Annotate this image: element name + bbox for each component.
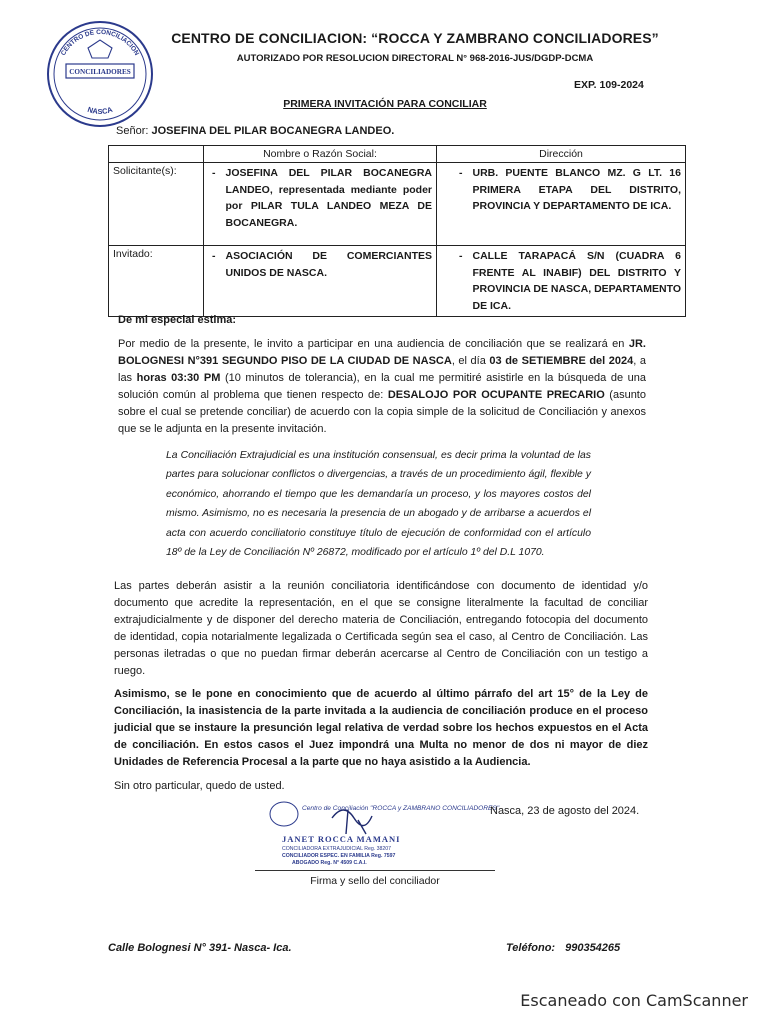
signature-caption: Firma y sello del conciliador xyxy=(310,875,440,887)
applicant-address: URB. PUENTE BLANCO MZ. G LT. 16 PRIMERA ETAPA DEL DISTRITO, PROVINCIA Y DEPARTAMENTO DE ICA. xyxy=(472,167,681,212)
paragraph-warning: Asimismo, se le pone en conocimiento que de acuerdo al último párrafo del art 15° de la Ley de Conciliación, la inasistencia de la parte invitada a la audiencia de conciliación produce en el proceso judicial que se instaure la presunción legal relativa de verdad sobre los hechos expuestos en el Acta de conciliación. En estos casos el Juez impondrá una Multa no menor de dos ni mayor de diez Unidades de Referencia Procesal a la parte que no haya asistido a la Audiencia. xyxy=(114,688,648,768)
legal-quote: La Conciliación Extrajudicial es una institución consensual, es decir prima la voluntad de las partes para solucionar conflictos o divergencias, a través de un procedimiento ágil, flexible y económico, ahorrando el tiempo que les demandaría un proceso, y los mayores costos del mismo. Asimismo, no es necesaria la presencia de un abogado y de arribarse a acuerdos el acta con acuerdo conciliatorio constituye título de ejecución de conformidad con el artículo 18º de la Ley de Conciliación Nº 26872, modificado por el artículo 1º del D.L 1070. xyxy=(166,450,591,559)
paragraph-requirements: Las partes deberán asistir a la reunión conciliatoria identificándose con documento de identidad y/o documento que acredite la representación, en el que se consigne literalmente la facultad de conciliar extrajudicialmente y de disponer del derecho materia de Conciliación, entregando fotocopia del documento de identidad, copia notarialmente legalizada o Certificada según sea el caso, al Centro de Conciliación. Las personas iletradas o que no puedan firmar deberán acercarse al Centro de Conciliación con un testigo a ruego. xyxy=(114,580,648,677)
header-cell-role xyxy=(109,146,204,163)
institution-seal xyxy=(44,18,156,130)
header-cell-address: Dirección xyxy=(437,146,686,163)
invitee-address: CALLE TARAPACÁ S/N (CUADRA 6 FRENTE AL INABIF) DEL DISTRITO Y PROVINCIA DE NASCA, DEPARTAMENTO DE ICA. xyxy=(472,250,681,312)
place-date: Nasca, 23 de agosto del 2024. xyxy=(490,805,640,817)
seal-center-text: CONCILIADORES xyxy=(69,68,131,76)
scanner-watermark: Escaneado con CamScanner xyxy=(520,991,748,1010)
bullet-dash: - xyxy=(459,250,463,262)
bullet-dash: - xyxy=(212,250,216,262)
file-number: EXP. 109-2024 xyxy=(574,79,644,91)
signature-stamp xyxy=(262,796,500,868)
stamp-graphic xyxy=(262,796,500,868)
seal-emblem xyxy=(44,18,156,130)
table-row-invitee xyxy=(109,246,686,317)
stamp-center-name: Centro de Conciliación "ROCCA y ZAMBRANO CONCILIADORES" xyxy=(302,805,500,812)
svg-text:CENTRO DE CONCILIACION xyxy=(60,29,140,57)
hearing-place: JR. BOLOGNESI N°391 SEGUNDO PISO DE LA CIUDAD DE NASCA xyxy=(118,338,646,367)
phone-number: 990354265 xyxy=(565,942,621,954)
greeting: De mi especial estima: xyxy=(118,314,237,326)
seal-top-text: CENTRO DE CONCILIACION xyxy=(59,28,141,57)
invitee-name: ASOCIACIÓN DE COMERCIANTES UNIDOS DE NASCA. xyxy=(225,250,432,279)
stamp-person-name: JANET ROCCA MAMANI xyxy=(282,834,401,844)
text-run: (asunto sobre el cual se pretende conciliar) de acuerdo con la copia simple de la solicitud de Conciliación y anexos que se le adjunta en la presente invitación. xyxy=(118,389,646,435)
text-run: , a las xyxy=(118,355,647,384)
hearing-date: 03 de SETIEMBRE del 2024 xyxy=(489,355,634,367)
addressee-prefix: Señor: xyxy=(116,125,149,137)
text-run: Por medio de la presente, le invito a participar en una audiencia de conciliación que se realizará en xyxy=(118,338,629,350)
bullet-dash: - xyxy=(459,167,463,179)
cell-address xyxy=(437,163,686,246)
stamp-role-2: CONCILIADOR ESPEC. EN FAMILIA Reg. 7597 xyxy=(282,853,396,859)
text-run: , el día xyxy=(451,355,490,367)
stamp-role-3: ABOGADO Reg. N° 4509 C.A.I. xyxy=(292,860,367,866)
seal-bottom-text: NASCA xyxy=(86,104,114,116)
header-cell-name: Nombre o Razón Social: xyxy=(204,146,437,163)
invitation-title: PRIMERA INVITACIÓN PARA CONCILIAR xyxy=(283,98,487,110)
cell-role: Invitado: xyxy=(109,246,204,317)
signature-line xyxy=(255,870,495,871)
table-row-applicant xyxy=(109,163,686,246)
text-run: (10 minutos de tolerancia), en la cual me permitiré asistirle en la búsqueda de una solución común al problema que tienen respecto de: xyxy=(118,372,647,401)
footer-phone xyxy=(506,942,620,954)
table-header-row xyxy=(109,146,686,163)
authorization-subtitle: AUTORIZADO POR RESOLUCION DIRECTORAL N° 968-2016-JUS/DGDP-DCMA xyxy=(236,53,594,64)
cell-name xyxy=(204,246,437,317)
parties-table xyxy=(108,145,686,317)
cell-role: Solicitante(s): xyxy=(109,163,204,246)
paragraph-invitation xyxy=(118,336,646,438)
footer-address: Calle Bolognesi N° 391- Nasca- Ica. xyxy=(108,942,292,954)
bullet-dash: - xyxy=(212,167,216,179)
center-name-title: CENTRO DE CONCILIACION: “ROCCA Y ZAMBRANO CONCILIADORES” xyxy=(171,30,659,46)
closing-line: Sin otro particular, quedo de usted. xyxy=(114,780,285,792)
hearing-time: horas 03:30 PM xyxy=(136,372,221,384)
applicant-name: JOSEFINA DEL PILAR BOCANEGRA LANDEO, representada mediante poder por PILAR TULA LANDEO MEZA DE BOCANEGRA. xyxy=(225,167,432,229)
case-subject: DESALOJO POR OCUPANTE PRECARIO xyxy=(387,389,605,401)
addressee-name: JOSEFINA DEL PILAR BOCANEGRA LANDEO. xyxy=(151,125,395,137)
stamp-role-1: CONCILIADORA EXTRAJUDICIAL Reg. 38207 xyxy=(282,846,392,852)
cell-address xyxy=(437,246,686,317)
cell-name xyxy=(204,163,437,246)
phone-label: Teléfono: xyxy=(506,942,556,954)
svg-text:NASCA xyxy=(86,105,114,116)
addressee-line xyxy=(116,125,394,137)
